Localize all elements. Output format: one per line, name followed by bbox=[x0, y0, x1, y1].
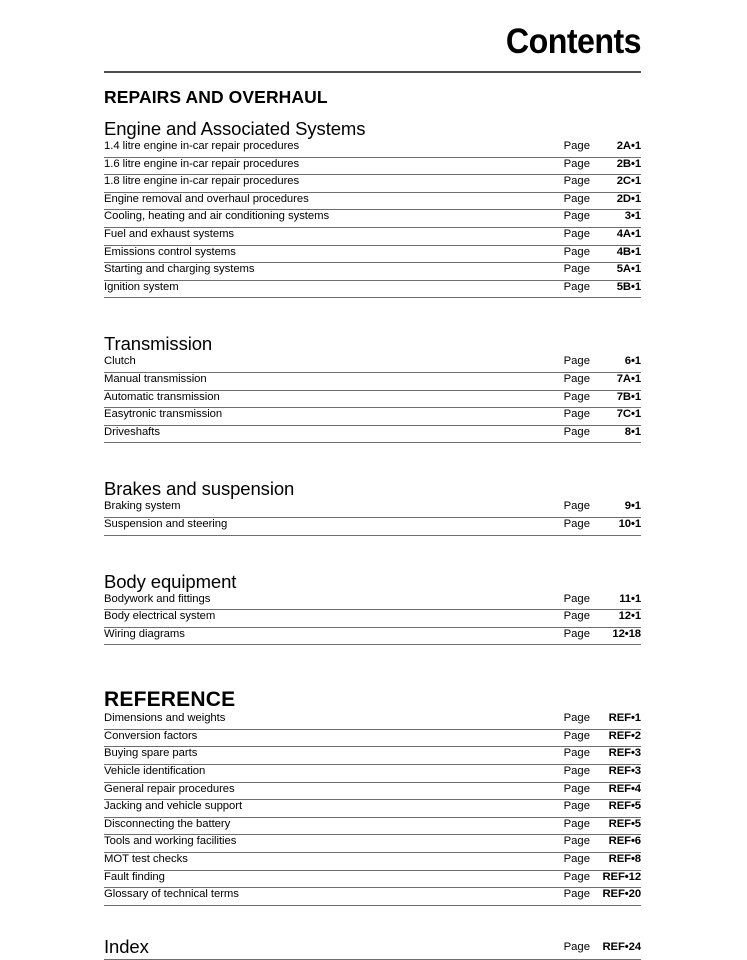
index-row[interactable] bbox=[104, 936, 641, 960]
entry-page-label: Page bbox=[563, 870, 590, 883]
contents-entry[interactable] bbox=[104, 175, 641, 193]
contents-entry[interactable] bbox=[104, 500, 641, 518]
entry-title: Disconnecting the battery bbox=[104, 817, 231, 830]
page-title: Contents bbox=[505, 22, 641, 61]
section-group bbox=[104, 118, 641, 298]
entry-page-label: Page bbox=[563, 355, 590, 368]
entry-title: Vehicle identification bbox=[104, 765, 206, 778]
entry-title: Body electrical system bbox=[104, 610, 216, 623]
entry-title: Bodywork and fittings bbox=[104, 592, 211, 605]
entry-page-number: 12•18 bbox=[612, 627, 641, 640]
contents-entry[interactable] bbox=[104, 783, 641, 801]
masthead bbox=[104, 0, 641, 73]
entry-page-number: REF•5 bbox=[608, 817, 641, 830]
entry-page-label: Page bbox=[563, 192, 590, 205]
section-group bbox=[104, 688, 641, 906]
section-group bbox=[104, 333, 641, 443]
entry-page-number: REF•6 bbox=[608, 835, 641, 848]
entry-page-label: Page bbox=[563, 390, 590, 403]
contents-entry[interactable] bbox=[104, 800, 641, 818]
entry-title: Fault finding bbox=[104, 870, 165, 883]
entry-title: Driveshafts bbox=[104, 425, 160, 438]
entry-title: MOT test checks bbox=[104, 853, 188, 866]
entry-title: Glossary of technical terms bbox=[104, 888, 239, 901]
entry-title: Automatic transmission bbox=[104, 390, 220, 403]
entry-title: Ignition system bbox=[104, 280, 179, 293]
entry-page-label: Page bbox=[563, 517, 590, 530]
entry-page-label: Page bbox=[563, 765, 590, 778]
contents-sections bbox=[104, 118, 641, 906]
contents-entry[interactable] bbox=[104, 765, 641, 783]
entry-title: Engine removal and overhaul procedures bbox=[104, 192, 309, 205]
entry-page-number: 5A•1 bbox=[616, 263, 641, 276]
entry-page-label: Page bbox=[563, 747, 590, 760]
entry-page-number: REF•3 bbox=[608, 765, 641, 778]
entry-title: Jacking and vehicle support bbox=[104, 800, 243, 813]
entry-page-label: Page bbox=[563, 712, 590, 725]
entry-title: Manual transmission bbox=[104, 372, 207, 385]
entry-page-number: 2C•1 bbox=[616, 175, 641, 188]
entry-page-label: Page bbox=[563, 263, 590, 276]
entry-page-number: 2A•1 bbox=[616, 140, 641, 152]
index-page-label: Page bbox=[563, 940, 590, 953]
entry-page-label: Page bbox=[563, 610, 590, 623]
entry-title: Suspension and steering bbox=[104, 517, 228, 530]
contents-entry[interactable] bbox=[104, 712, 641, 730]
entry-page-label: Page bbox=[563, 280, 590, 293]
contents-sheet bbox=[104, 0, 641, 960]
entry-page-number: 8•1 bbox=[624, 425, 641, 438]
entry-page-number: 12•1 bbox=[618, 610, 641, 623]
index-page-number: REF•24 bbox=[602, 940, 641, 953]
contents-entry[interactable] bbox=[104, 610, 641, 628]
contents-entry[interactable] bbox=[104, 835, 641, 853]
contents-entry[interactable] bbox=[104, 871, 641, 889]
contents-entry[interactable] bbox=[104, 158, 641, 176]
contents-entry[interactable] bbox=[104, 228, 641, 246]
entry-page-label: Page bbox=[563, 729, 590, 742]
entry-page-number: 7B•1 bbox=[616, 390, 641, 403]
index-title: Index bbox=[104, 935, 149, 957]
entry-page-label: Page bbox=[563, 245, 590, 258]
entry-page-label: Page bbox=[563, 157, 590, 170]
entry-page-number: 4B•1 bbox=[616, 245, 641, 258]
contents-entry[interactable] bbox=[104, 853, 641, 871]
entry-title: Braking system bbox=[104, 500, 181, 513]
entry-title: 1.6 litre engine in-car repair procedures bbox=[104, 157, 300, 170]
part-heading-repairs-and-overhaul: REPAIRS AND OVERHAUL bbox=[104, 87, 328, 107]
contents-entry[interactable] bbox=[104, 263, 641, 281]
entry-page-label: Page bbox=[563, 782, 590, 795]
entry-title: Cooling, heating and air conditioning systems bbox=[104, 210, 330, 223]
entry-page-number: REF•20 bbox=[602, 888, 641, 901]
entry-page-number: 5B•1 bbox=[616, 280, 641, 293]
entry-title: Starting and charging systems bbox=[104, 263, 255, 276]
entry-page-number: 7A•1 bbox=[616, 372, 641, 385]
contents-entry[interactable] bbox=[104, 730, 641, 748]
section-spacer bbox=[104, 298, 641, 320]
entry-page-number: 6•1 bbox=[624, 355, 641, 368]
contents-entry[interactable] bbox=[104, 628, 641, 646]
section-title-brakes-and-suspension: Brakes and suspension bbox=[104, 478, 295, 500]
section-spacer bbox=[104, 536, 641, 558]
contents-entry[interactable] bbox=[104, 391, 641, 409]
entry-page-number: 4A•1 bbox=[616, 227, 641, 240]
entry-title: 1.8 litre engine in-car repair procedures bbox=[104, 175, 300, 188]
contents-entry[interactable] bbox=[104, 426, 641, 444]
contents-entry[interactable] bbox=[104, 408, 641, 426]
entry-page-label: Page bbox=[563, 500, 590, 513]
section-spacer bbox=[104, 645, 641, 675]
entry-title: Tools and working facilities bbox=[104, 835, 237, 848]
entry-title: Fuel and exhaust systems bbox=[104, 227, 235, 240]
entry-page-label: Page bbox=[563, 175, 590, 188]
entry-page-number: REF•5 bbox=[608, 800, 641, 813]
entry-page-label: Page bbox=[563, 408, 590, 421]
index-spacer bbox=[104, 906, 641, 936]
entry-title: General repair procedures bbox=[104, 782, 235, 795]
contents-entry[interactable] bbox=[104, 246, 641, 264]
entry-title: Buying spare parts bbox=[104, 747, 198, 760]
contents-entry[interactable] bbox=[104, 281, 641, 299]
masthead-divider bbox=[104, 71, 641, 73]
entry-page-number: 2B•1 bbox=[616, 157, 641, 170]
entry-page-label: Page bbox=[563, 888, 590, 901]
entry-title: Wiring diagrams bbox=[104, 627, 185, 640]
section-group bbox=[104, 478, 641, 535]
entry-page-number: REF•4 bbox=[608, 782, 641, 795]
contents-entry[interactable] bbox=[104, 193, 641, 211]
entry-page-number: 3•1 bbox=[624, 210, 641, 223]
section-spacer bbox=[104, 443, 641, 465]
entry-page-label: Page bbox=[563, 800, 590, 813]
contents-entry[interactable] bbox=[104, 888, 641, 906]
section-title-body-equipment: Body equipment bbox=[104, 570, 237, 592]
entry-page-number: REF•3 bbox=[608, 747, 641, 760]
entry-title: Clutch bbox=[104, 355, 136, 368]
contents-entry[interactable] bbox=[104, 140, 641, 158]
section-title-reference: REFERENCE bbox=[104, 688, 236, 712]
entry-page-label: Page bbox=[563, 210, 590, 223]
entry-page-label: Page bbox=[563, 853, 590, 866]
section-title-transmission: Transmission bbox=[104, 333, 213, 355]
entry-page-number: REF•1 bbox=[608, 712, 641, 725]
contents-entry[interactable] bbox=[104, 818, 641, 836]
entry-page-number: 10•1 bbox=[618, 517, 641, 530]
entry-page-number: 11•1 bbox=[619, 592, 641, 605]
entry-title: Conversion factors bbox=[104, 729, 198, 742]
entry-page-number: REF•2 bbox=[608, 729, 641, 742]
entry-page-label: Page bbox=[563, 372, 590, 385]
section-group bbox=[104, 571, 641, 646]
entry-title: Dimensions and weights bbox=[104, 712, 226, 725]
entry-page-label: Page bbox=[563, 592, 590, 605]
contents-entry[interactable] bbox=[104, 593, 641, 611]
entry-page-label: Page bbox=[563, 425, 590, 438]
entry-title: 1.4 litre engine in-car repair procedures bbox=[104, 140, 300, 152]
contents-entry[interactable] bbox=[104, 747, 641, 765]
entry-page-label: Page bbox=[563, 140, 590, 152]
entry-page-number: 9•1 bbox=[624, 500, 641, 513]
entry-page-number: REF•12 bbox=[602, 870, 641, 883]
entry-page-label: Page bbox=[563, 817, 590, 830]
entry-page-label: Page bbox=[563, 627, 590, 640]
contents-entry[interactable] bbox=[104, 355, 641, 373]
entry-page-number: 2D•1 bbox=[616, 192, 641, 205]
entry-title: Emissions control systems bbox=[104, 245, 236, 258]
entry-page-number: REF•8 bbox=[608, 853, 641, 866]
contents-entry[interactable] bbox=[104, 373, 641, 391]
entry-page-label: Page bbox=[563, 227, 590, 240]
entry-page-label: Page bbox=[563, 835, 590, 848]
contents-entry[interactable] bbox=[104, 210, 641, 228]
entry-page-number: 7C•1 bbox=[616, 408, 641, 421]
entry-title: Easytronic transmission bbox=[104, 408, 223, 421]
contents-entry[interactable] bbox=[104, 518, 641, 536]
section-title-engine-and-associated-systems: Engine and Associated Systems bbox=[104, 118, 366, 139]
